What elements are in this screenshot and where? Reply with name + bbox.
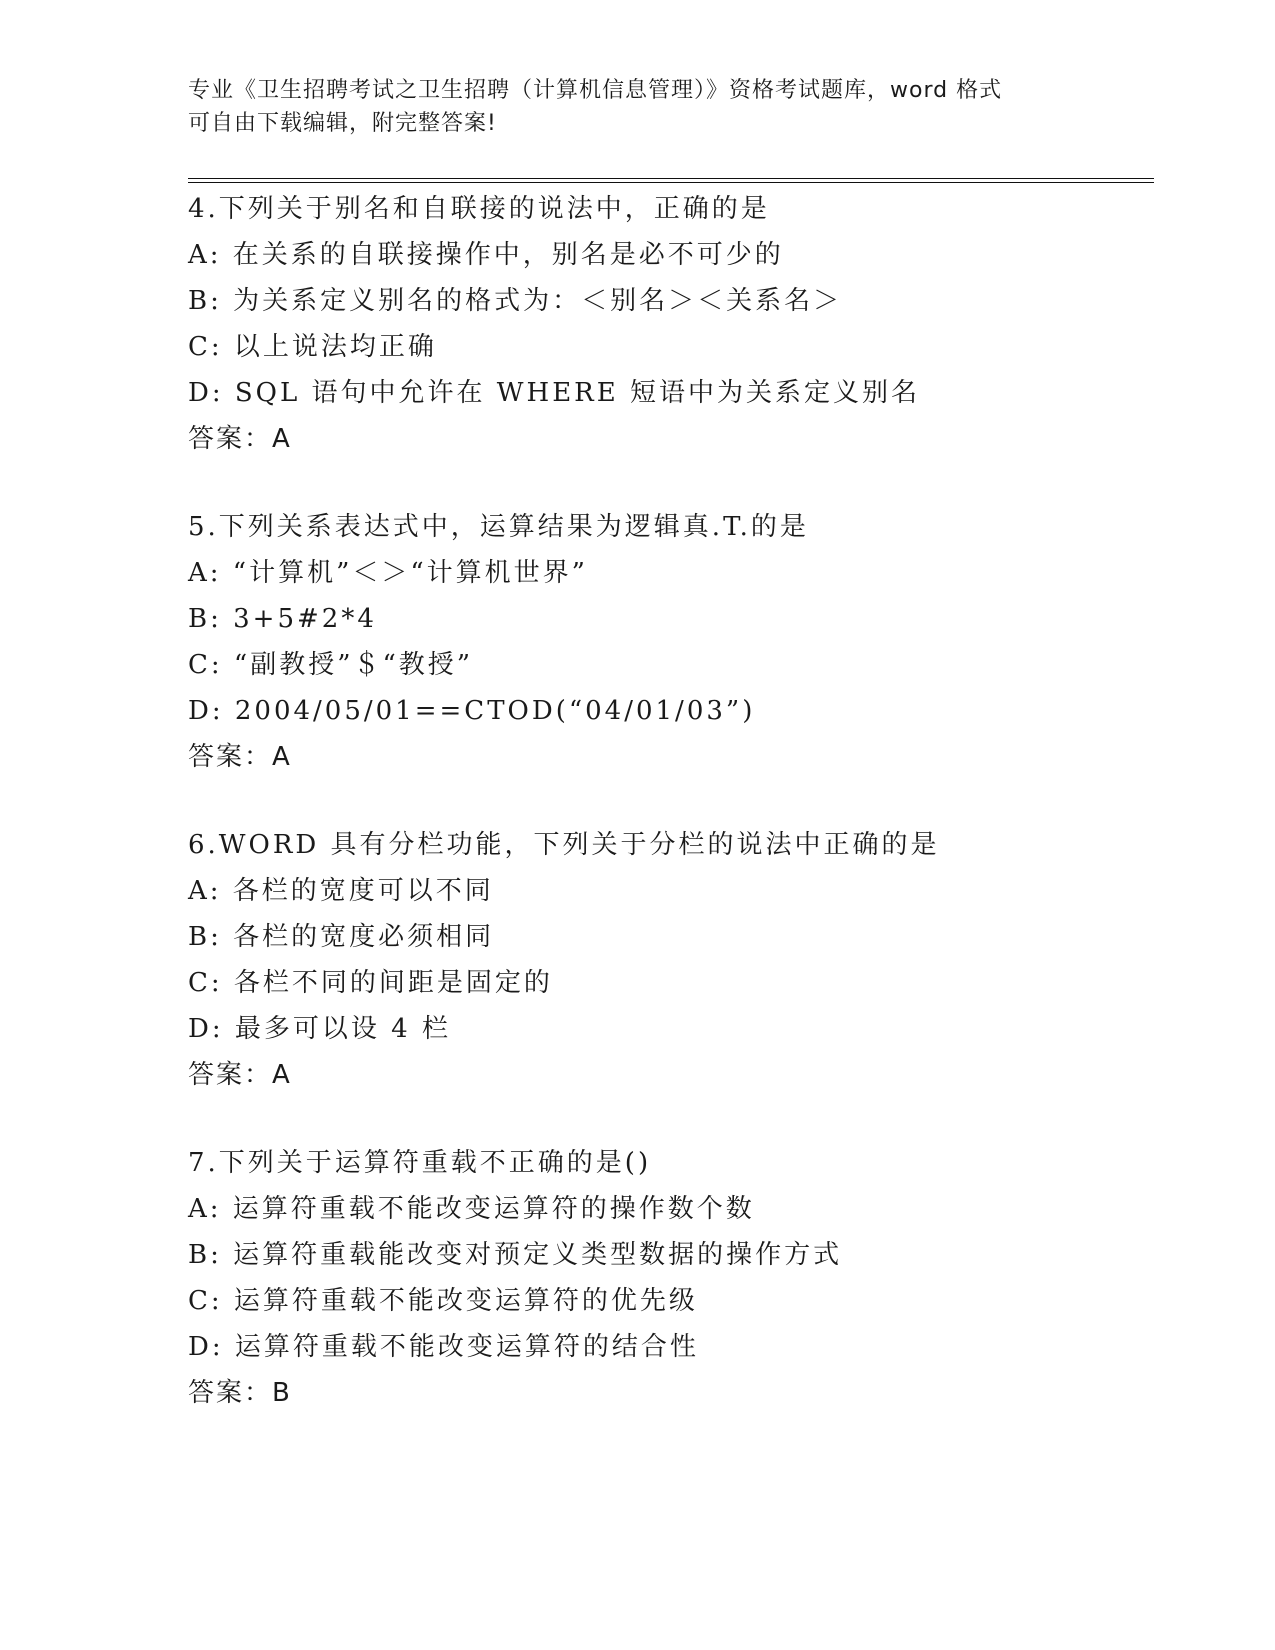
option-b: B: 为关系定义别名的格式为：＜别名＞＜关系名＞ bbox=[188, 286, 843, 316]
header-line-1: 专业《卫生招聘考试之卫生招聘（计算机信息管理）》资格考试题库，word 格式 bbox=[188, 78, 1003, 103]
question-4 bbox=[188, 186, 1148, 462]
option-d: D: 2004/05/01==CTOD(“04/01/03”) bbox=[188, 696, 756, 726]
answer-line: 答案：A bbox=[188, 742, 292, 772]
option-c: C: “副教授”＄“教授” bbox=[188, 650, 474, 680]
option-c: C: 运算符重载不能改变运算符的优先级 bbox=[188, 1286, 698, 1316]
option-d: D: SQL 语句中允许在 WHERE 短语中为关系定义别名 bbox=[188, 378, 920, 408]
answer-line: 答案：A bbox=[188, 1060, 292, 1090]
question-stem: 5.下列关系表达式中，运算结果为逻辑真.T.的是 bbox=[188, 512, 809, 542]
option-c: C: 以上说法均正确 bbox=[188, 332, 437, 362]
question-list bbox=[188, 186, 1148, 1458]
question-stem: 7.下列关于运算符重载不正确的是() bbox=[188, 1148, 652, 1178]
option-d: D: 最多可以设 4 栏 bbox=[188, 1014, 451, 1044]
option-b: B: 3+5#2*4 bbox=[188, 604, 377, 634]
answer-line: 答案：B bbox=[188, 1378, 292, 1408]
option-a: A: 运算符重载不能改变运算符的操作数个数 bbox=[188, 1194, 755, 1224]
option-a: A: “计算机”＜＞“计算机世界” bbox=[188, 558, 588, 588]
question-6 bbox=[188, 822, 1148, 1098]
option-a: A: 各栏的宽度可以不同 bbox=[188, 876, 494, 906]
question-stem: 4.下列关于别名和自联接的说法中，正确的是 bbox=[188, 194, 770, 224]
header-line-2: 可自由下载编辑，附完整答案! bbox=[188, 111, 497, 136]
option-b: B: 各栏的宽度必须相同 bbox=[188, 922, 495, 952]
question-stem: 6.WORD 具有分栏功能，下列关于分栏的说法中正确的是 bbox=[188, 830, 940, 860]
option-d: D: 运算符重载不能改变运算符的结合性 bbox=[188, 1332, 699, 1362]
option-c: C: 各栏不同的间距是固定的 bbox=[188, 968, 553, 998]
option-a: A: 在关系的自联接操作中，别名是必不可少的 bbox=[188, 240, 784, 270]
document-header bbox=[188, 74, 1068, 140]
option-b: B: 运算符重载能改变对预定义类型数据的操作方式 bbox=[188, 1240, 843, 1270]
question-5 bbox=[188, 504, 1148, 780]
header-divider-top bbox=[188, 178, 1154, 179]
answer-line: 答案：A bbox=[188, 424, 292, 454]
header-divider-bottom bbox=[188, 182, 1154, 183]
question-7 bbox=[188, 1140, 1148, 1416]
